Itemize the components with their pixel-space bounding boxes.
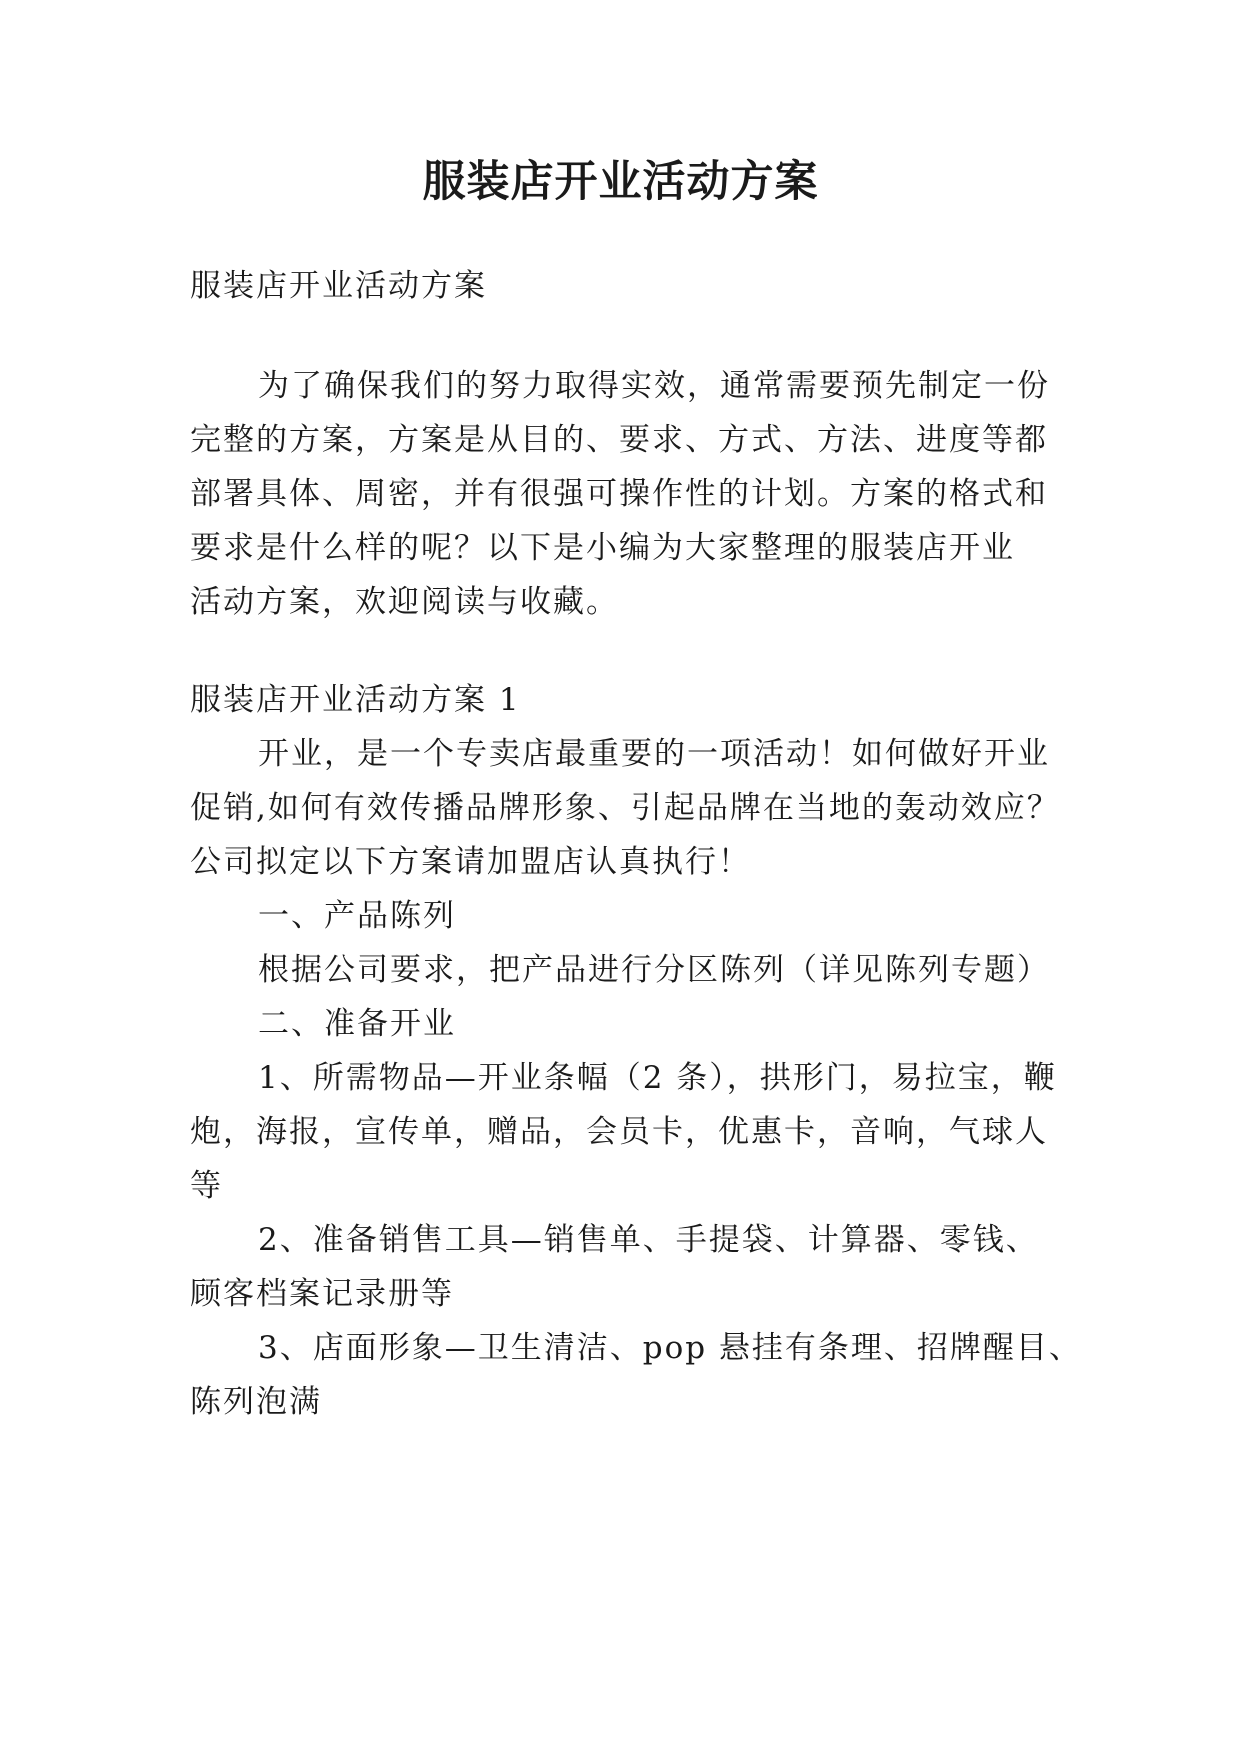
section-line: 开业，是一个专卖店最重要的一项活动！如何做好开业 <box>258 736 1050 772</box>
item-heading: 二、准备开业 <box>258 1006 456 1042</box>
intro-line: 部署具体、周密，并有很强可操作性的计划。方案的格式和 <box>190 476 1048 512</box>
section-line: 公司拟定以下方案请加盟店认真执行！ <box>190 844 751 880</box>
intro-line: 活动方案，欢迎阅读与收藏。 <box>190 584 619 620</box>
point-line: 2、准备销售工具—销售单、手提袋、计算器、零钱、 <box>258 1222 1039 1258</box>
document-subtitle: 服装店开业活动方案 <box>190 268 487 304</box>
document-title: 服装店开业活动方案 <box>422 157 819 207</box>
point-line: 1、所需物品—开业条幅（2 条），拱形门，易拉宝，鞭 <box>258 1060 1057 1096</box>
point-line: 顾客档案记录册等 <box>190 1276 454 1312</box>
section-heading: 服装店开业活动方案 1 <box>190 682 521 718</box>
section-line: 促销,如何有效传播品牌形象、引起品牌在当地的轰动效应？ <box>190 790 1060 826</box>
intro-line: 要求是什么样的呢？以下是小编为大家整理的服装店开业 <box>190 530 1015 566</box>
intro-line: 为了确保我们的努力取得实效，通常需要预先制定一份 <box>258 368 1050 404</box>
item-text: 根据公司要求，把产品进行分区陈列（详见陈列专题） <box>258 952 1050 988</box>
point-line: 陈列泡满 <box>190 1384 322 1420</box>
point-line: 炮，海报，宣传单，赠品，会员卡，优惠卡，音响，气球人 <box>190 1114 1048 1150</box>
item-heading: 一、产品陈列 <box>258 898 456 934</box>
point-line: 3、店面形象—卫生清洁、pop 悬挂有条理、招牌醒目、 <box>258 1330 1082 1366</box>
point-line: 等 <box>190 1168 223 1204</box>
intro-line: 完整的方案，方案是从目的、要求、方式、方法、进度等都 <box>190 422 1048 458</box>
